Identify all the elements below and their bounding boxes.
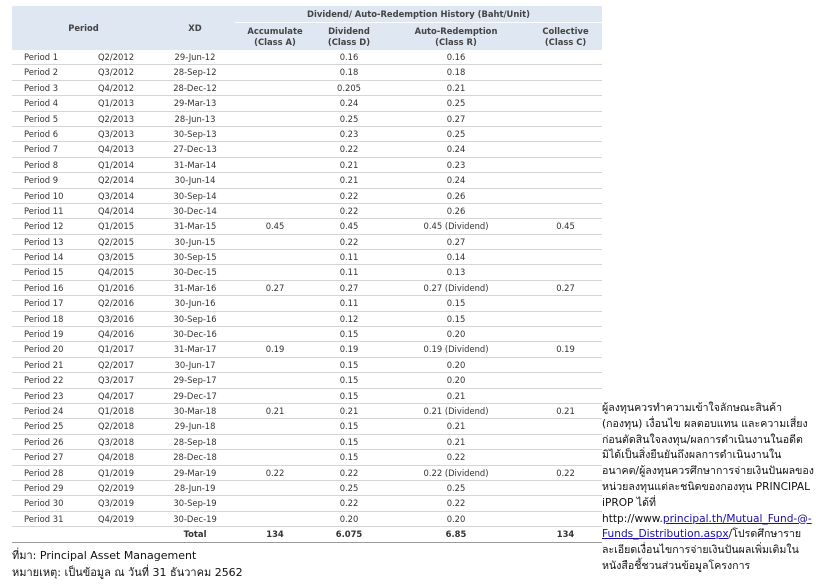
auto-redemption-cell: 0.20 bbox=[383, 373, 529, 388]
period-cell: Period 19 bbox=[12, 327, 77, 342]
collective-cell: 0.19 bbox=[529, 342, 602, 357]
auto-redemption-cell: 0.21 bbox=[383, 388, 529, 403]
dividend-cell: 0.22 bbox=[315, 188, 383, 203]
collective-cell bbox=[529, 373, 602, 388]
accumulate-cell bbox=[235, 357, 315, 372]
quarter-cell: Q3/2019 bbox=[77, 496, 155, 511]
collective-cell bbox=[529, 80, 602, 95]
accumulate-cell bbox=[235, 496, 315, 511]
xd-cell: 28-Jun-13 bbox=[155, 111, 235, 126]
table-row bbox=[12, 50, 602, 65]
period-cell: Period 22 bbox=[12, 373, 77, 388]
quarter-cell: Q3/2014 bbox=[77, 188, 155, 203]
xd-cell: 30-Mar-18 bbox=[155, 403, 235, 418]
header-auto-redemption: Auto-Redemption (Class R) bbox=[383, 23, 529, 51]
period-cell: Period 8 bbox=[12, 157, 77, 172]
xd-cell: 28-Sep-12 bbox=[155, 65, 235, 80]
table-row bbox=[12, 373, 602, 388]
auto-redemption-cell: 0.26 bbox=[383, 188, 529, 203]
xd-cell: 28-Dec-12 bbox=[155, 80, 235, 95]
period-cell: Period 12 bbox=[12, 219, 77, 234]
table-row bbox=[12, 126, 602, 141]
auto-redemption-cell: 0.13 bbox=[383, 265, 529, 280]
period-cell: Period 4 bbox=[12, 96, 77, 111]
xd-cell: 29-Dec-17 bbox=[155, 388, 235, 403]
period-cell: Period 15 bbox=[12, 265, 77, 280]
xd-cell: 29-Sep-17 bbox=[155, 373, 235, 388]
xd-cell: 30-Sep-13 bbox=[155, 126, 235, 141]
dividend-cell: 0.16 bbox=[315, 50, 383, 65]
xd-cell: 28-Sep-18 bbox=[155, 434, 235, 449]
xd-cell: 30-Sep-16 bbox=[155, 311, 235, 326]
dividend-cell: 0.45 bbox=[315, 219, 383, 234]
accumulate-cell bbox=[235, 111, 315, 126]
table-row bbox=[12, 280, 602, 295]
period-cell: Period 17 bbox=[12, 296, 77, 311]
auto-redemption-cell: 0.15 bbox=[383, 296, 529, 311]
period-cell: Period 9 bbox=[12, 173, 77, 188]
table-row bbox=[12, 234, 602, 249]
xd-cell: 30-Dec-19 bbox=[155, 511, 235, 526]
quarter-cell: Q4/2018 bbox=[77, 450, 155, 465]
period-cell: Period 24 bbox=[12, 403, 77, 418]
dividend-cell: 0.24 bbox=[315, 96, 383, 111]
period-cell: Period 13 bbox=[12, 234, 77, 249]
quarter-cell: Q2/2014 bbox=[77, 173, 155, 188]
accumulate-cell bbox=[235, 265, 315, 280]
auto-redemption-cell: 0.21 (Dividend) bbox=[383, 403, 529, 418]
auto-redemption-cell: 0.22 (Dividend) bbox=[383, 465, 529, 480]
collective-cell bbox=[529, 157, 602, 172]
accumulate-cell bbox=[235, 234, 315, 249]
auto-redemption-cell: 0.27 (Dividend) bbox=[383, 280, 529, 295]
dividend-cell: 0.15 bbox=[315, 327, 383, 342]
table-row bbox=[12, 188, 602, 203]
dividend-cell: 0.25 bbox=[315, 480, 383, 495]
xd-cell: 29-Jun-12 bbox=[155, 50, 235, 65]
table-row bbox=[12, 96, 602, 111]
total-dividend: 6.075 bbox=[315, 527, 383, 543]
table-body bbox=[12, 50, 602, 527]
xd-cell: 29-Mar-19 bbox=[155, 465, 235, 480]
accumulate-cell: 0.19 bbox=[235, 342, 315, 357]
quarter-cell: Q3/2015 bbox=[77, 250, 155, 265]
dividend-cell: 0.22 bbox=[315, 234, 383, 249]
collective-cell bbox=[529, 111, 602, 126]
collective-cell bbox=[529, 265, 602, 280]
accumulate-cell bbox=[235, 373, 315, 388]
dividend-cell: 0.18 bbox=[315, 65, 383, 80]
auto-redemption-cell: 0.21 bbox=[383, 419, 529, 434]
collective-cell: 0.21 bbox=[529, 403, 602, 418]
auto-redemption-cell: 0.16 bbox=[383, 50, 529, 65]
xd-cell: 30-Dec-14 bbox=[155, 203, 235, 218]
auto-redemption-cell: 0.24 bbox=[383, 142, 529, 157]
collective-cell bbox=[529, 250, 602, 265]
xd-cell: 31-Mar-15 bbox=[155, 219, 235, 234]
xd-cell: 30-Sep-15 bbox=[155, 250, 235, 265]
collective-cell bbox=[529, 96, 602, 111]
period-cell: Period 11 bbox=[12, 203, 77, 218]
collective-cell bbox=[529, 434, 602, 449]
accumulate-cell bbox=[235, 65, 315, 80]
auto-redemption-cell: 0.22 bbox=[383, 496, 529, 511]
auto-redemption-cell: 0.21 bbox=[383, 80, 529, 95]
auto-redemption-cell: 0.15 bbox=[383, 311, 529, 326]
period-cell: Period 7 bbox=[12, 142, 77, 157]
table-row bbox=[12, 327, 602, 342]
dividend-cell: 0.22 bbox=[315, 203, 383, 218]
period-cell: Period 21 bbox=[12, 357, 77, 372]
table-row bbox=[12, 403, 602, 418]
quarter-cell: Q4/2014 bbox=[77, 203, 155, 218]
quarter-cell: Q2/2017 bbox=[77, 357, 155, 372]
period-cell: Period 30 bbox=[12, 496, 77, 511]
table-row bbox=[12, 496, 602, 511]
accumulate-cell bbox=[235, 450, 315, 465]
total-row bbox=[12, 527, 602, 543]
table-row bbox=[12, 434, 602, 449]
table-row bbox=[12, 419, 602, 434]
period-cell: Period 25 bbox=[12, 419, 77, 434]
auto-redemption-cell: 0.27 bbox=[383, 234, 529, 249]
collective-cell bbox=[529, 173, 602, 188]
auto-redemption-cell: 0.25 bbox=[383, 480, 529, 495]
table-row bbox=[12, 311, 602, 326]
quarter-cell: Q2/2019 bbox=[77, 480, 155, 495]
auto-redemption-cell: 0.19 (Dividend) bbox=[383, 342, 529, 357]
dividend-cell: 0.11 bbox=[315, 265, 383, 280]
auto-redemption-cell: 0.18 bbox=[383, 65, 529, 80]
quarter-cell: Q4/2015 bbox=[77, 265, 155, 280]
auto-redemption-cell: 0.20 bbox=[383, 327, 529, 342]
dividend-cell: 0.15 bbox=[315, 419, 383, 434]
collective-cell bbox=[529, 450, 602, 465]
dividend-cell: 0.21 bbox=[315, 403, 383, 418]
accumulate-cell bbox=[235, 80, 315, 95]
auto-redemption-cell: 0.26 bbox=[383, 203, 529, 218]
header-accumulate: Accumulate (Class A) bbox=[235, 23, 315, 51]
collective-cell bbox=[529, 65, 602, 80]
dividend-cell: 0.22 bbox=[315, 465, 383, 480]
accumulate-cell: 0.21 bbox=[235, 403, 315, 418]
xd-cell: 27-Dec-13 bbox=[155, 142, 235, 157]
dividend-cell: 0.205 bbox=[315, 80, 383, 95]
collective-cell bbox=[529, 327, 602, 342]
total-accumulate: 134 bbox=[235, 527, 315, 543]
dividend-cell: 0.22 bbox=[315, 496, 383, 511]
auto-redemption-cell: 0.45 (Dividend) bbox=[383, 219, 529, 234]
xd-cell: 30-Dec-16 bbox=[155, 327, 235, 342]
quarter-cell: Q4/2017 bbox=[77, 388, 155, 403]
period-cell: Period 26 bbox=[12, 434, 77, 449]
dividend-cell: 0.20 bbox=[315, 511, 383, 526]
table-row bbox=[12, 80, 602, 95]
collective-cell bbox=[529, 388, 602, 403]
dividend-cell: 0.15 bbox=[315, 450, 383, 465]
accumulate-cell: 0.45 bbox=[235, 219, 315, 234]
period-cell: Period 31 bbox=[12, 511, 77, 526]
quarter-cell: Q3/2018 bbox=[77, 434, 155, 449]
quarter-cell: Q3/2017 bbox=[77, 373, 155, 388]
period-cell: Period 5 bbox=[12, 111, 77, 126]
auto-redemption-cell: 0.21 bbox=[383, 434, 529, 449]
quarter-cell: Q2/2013 bbox=[77, 111, 155, 126]
dividend-cell: 0.25 bbox=[315, 111, 383, 126]
period-cell: Period 23 bbox=[12, 388, 77, 403]
table-row bbox=[12, 65, 602, 80]
accumulate-cell bbox=[235, 296, 315, 311]
auto-redemption-cell: 0.20 bbox=[383, 511, 529, 526]
collective-cell bbox=[529, 480, 602, 495]
disclaimer-note: ผู้ลงทุนควรทำความเข้าใจลักษณะสินค้า (กองทุน) เงื่อนไข ผลตอบแทน และความเสี่ยงก่อนตัดสินใจลงทุน/ผลการดำเนินงานในอดีต มิได้เป็นสิ่งยืนยันถึงผลการดำเนินงานในอนาคต/ผู้ลงทุนควรศึกษาการจ่ายเงินปันผลของหน่วยลงทุนแต่ละชนิดของกองทุน PRINCIPAL iPROP ได้ที่ http://www.principal.th/Mutual_Fund-@-Funds_Distribution.aspx/โปรดศึกษารายละเอียดเงื่อนไขการจ่ายเงินปันผลเพิ่มเติมในหนังสือชี้ชวนส่วนข้อมูลโครงการ bbox=[602, 402, 814, 572]
total-auto-redemption: 6.85 bbox=[383, 527, 529, 543]
accumulate-cell bbox=[235, 126, 315, 141]
table-row bbox=[12, 173, 602, 188]
table-row bbox=[12, 511, 602, 526]
auto-redemption-cell: 0.14 bbox=[383, 250, 529, 265]
quarter-cell: Q3/2012 bbox=[77, 65, 155, 80]
xd-cell: 28-Jun-19 bbox=[155, 480, 235, 495]
table-row bbox=[12, 342, 602, 357]
xd-cell: 31-Mar-17 bbox=[155, 342, 235, 357]
collective-cell bbox=[529, 419, 602, 434]
dividend-cell: 0.15 bbox=[315, 388, 383, 403]
dividend-cell: 0.15 bbox=[315, 357, 383, 372]
total-label: Total bbox=[155, 527, 235, 543]
xd-cell: 29-Jun-18 bbox=[155, 419, 235, 434]
accumulate-cell bbox=[235, 203, 315, 218]
quarter-cell: Q2/2018 bbox=[77, 419, 155, 434]
accumulate-cell bbox=[235, 50, 315, 65]
collective-cell bbox=[529, 311, 602, 326]
dividend-cell: 0.11 bbox=[315, 250, 383, 265]
distribution-link[interactable]: principal.th/Mutual_Fund-@-Funds_Distribution.aspx bbox=[602, 512, 812, 541]
xd-cell: 29-Mar-13 bbox=[155, 96, 235, 111]
quarter-cell: Q4/2016 bbox=[77, 327, 155, 342]
period-cell: Period 2 bbox=[12, 65, 77, 80]
auto-redemption-cell: 0.22 bbox=[383, 450, 529, 465]
dividend-cell: 0.11 bbox=[315, 296, 383, 311]
remark-note: หมายเหตุ: เป็นข้อมูล ณ วันที่ 31 ธันวาคม 2562 bbox=[12, 566, 243, 579]
collective-cell bbox=[529, 126, 602, 141]
collective-cell bbox=[529, 234, 602, 249]
xd-cell: 30-Jun-17 bbox=[155, 357, 235, 372]
period-cell: Period 6 bbox=[12, 126, 77, 141]
accumulate-cell bbox=[235, 142, 315, 157]
accumulate-cell bbox=[235, 157, 315, 172]
source-note: ที่มา: Principal Asset Management bbox=[12, 549, 197, 562]
quarter-cell: Q4/2013 bbox=[77, 142, 155, 157]
quarter-cell: Q1/2015 bbox=[77, 219, 155, 234]
table-row bbox=[12, 142, 602, 157]
quarter-cell: Q2/2016 bbox=[77, 296, 155, 311]
table-row bbox=[12, 357, 602, 372]
quarter-cell: Q1/2016 bbox=[77, 280, 155, 295]
xd-cell: 31-Mar-14 bbox=[155, 157, 235, 172]
period-cell: Period 18 bbox=[12, 311, 77, 326]
xd-cell: 30-Sep-14 bbox=[155, 188, 235, 203]
table-row bbox=[12, 480, 602, 495]
accumulate-cell: 0.22 bbox=[235, 465, 315, 480]
collective-cell: 0.22 bbox=[529, 465, 602, 480]
accumulate-cell bbox=[235, 188, 315, 203]
dividend-cell: 0.15 bbox=[315, 373, 383, 388]
period-cell: Period 27 bbox=[12, 450, 77, 465]
quarter-cell: Q1/2019 bbox=[77, 465, 155, 480]
xd-cell: 31-Mar-16 bbox=[155, 280, 235, 295]
quarter-cell: Q3/2016 bbox=[77, 311, 155, 326]
collective-cell bbox=[529, 50, 602, 65]
period-cell: Period 3 bbox=[12, 80, 77, 95]
collective-cell bbox=[529, 142, 602, 157]
table-row bbox=[12, 157, 602, 172]
period-cell: Period 10 bbox=[12, 188, 77, 203]
header-xd: XD bbox=[155, 6, 235, 50]
period-cell: Period 14 bbox=[12, 250, 77, 265]
collective-cell bbox=[529, 357, 602, 372]
dividend-history-table bbox=[12, 6, 602, 543]
auto-redemption-cell: 0.25 bbox=[383, 126, 529, 141]
accumulate-cell bbox=[235, 96, 315, 111]
period-cell: Period 16 bbox=[12, 280, 77, 295]
auto-redemption-cell: 0.20 bbox=[383, 357, 529, 372]
total-collective: 134 bbox=[529, 527, 602, 543]
table-row bbox=[12, 388, 602, 403]
dividend-cell: 0.19 bbox=[315, 342, 383, 357]
quarter-cell: Q4/2019 bbox=[77, 511, 155, 526]
auto-redemption-cell: 0.27 bbox=[383, 111, 529, 126]
period-cell: Period 1 bbox=[12, 50, 77, 65]
quarter-cell: Q3/2013 bbox=[77, 126, 155, 141]
header-collective: Collective (Class C) bbox=[529, 23, 602, 51]
header-period: Period bbox=[12, 6, 155, 50]
auto-redemption-cell: 0.25 bbox=[383, 96, 529, 111]
auto-redemption-cell: 0.24 bbox=[383, 173, 529, 188]
dividend-cell: 0.21 bbox=[315, 173, 383, 188]
table-row bbox=[12, 265, 602, 280]
accumulate-cell bbox=[235, 480, 315, 495]
accumulate-cell bbox=[235, 419, 315, 434]
accumulate-cell bbox=[235, 173, 315, 188]
table-row bbox=[12, 450, 602, 465]
period-cell: Period 20 bbox=[12, 342, 77, 357]
table-row bbox=[12, 465, 602, 480]
accumulate-cell bbox=[235, 250, 315, 265]
accumulate-cell bbox=[235, 511, 315, 526]
auto-redemption-cell: 0.23 bbox=[383, 157, 529, 172]
collective-cell bbox=[529, 203, 602, 218]
collective-cell bbox=[529, 511, 602, 526]
dividend-cell: 0.15 bbox=[315, 434, 383, 449]
table-row bbox=[12, 296, 602, 311]
xd-cell: 30-Sep-19 bbox=[155, 496, 235, 511]
xd-cell: 28-Dec-18 bbox=[155, 450, 235, 465]
table-row bbox=[12, 203, 602, 218]
accumulate-cell bbox=[235, 388, 315, 403]
dividend-cell: 0.21 bbox=[315, 157, 383, 172]
xd-cell: 30-Dec-15 bbox=[155, 265, 235, 280]
accumulate-cell bbox=[235, 311, 315, 326]
quarter-cell: Q2/2015 bbox=[77, 234, 155, 249]
table-row bbox=[12, 250, 602, 265]
collective-cell: 0.27 bbox=[529, 280, 602, 295]
accumulate-cell bbox=[235, 434, 315, 449]
collective-cell bbox=[529, 188, 602, 203]
header-group: Dividend/ Auto-Redemption History (Baht/Unit) bbox=[235, 6, 602, 23]
quarter-cell: Q1/2017 bbox=[77, 342, 155, 357]
collective-cell: 0.45 bbox=[529, 219, 602, 234]
collective-cell bbox=[529, 296, 602, 311]
quarter-cell: Q1/2014 bbox=[77, 157, 155, 172]
quarter-cell: Q4/2012 bbox=[77, 80, 155, 95]
dividend-cell: 0.12 bbox=[315, 311, 383, 326]
quarter-cell: Q1/2013 bbox=[77, 96, 155, 111]
dividend-cell: 0.23 bbox=[315, 126, 383, 141]
period-cell: Period 28 bbox=[12, 465, 77, 480]
dividend-cell: 0.22 bbox=[315, 142, 383, 157]
header-dividend: Dividend (Class D) bbox=[315, 23, 383, 51]
collective-cell bbox=[529, 496, 602, 511]
table-row bbox=[12, 111, 602, 126]
xd-cell: 30-Jun-15 bbox=[155, 234, 235, 249]
xd-cell: 30-Jun-14 bbox=[155, 173, 235, 188]
period-cell: Period 29 bbox=[12, 480, 77, 495]
table-row bbox=[12, 219, 602, 234]
accumulate-cell: 0.27 bbox=[235, 280, 315, 295]
dividend-cell: 0.27 bbox=[315, 280, 383, 295]
accumulate-cell bbox=[235, 327, 315, 342]
quarter-cell: Q2/2012 bbox=[77, 50, 155, 65]
quarter-cell: Q1/2018 bbox=[77, 403, 155, 418]
xd-cell: 30-Jun-16 bbox=[155, 296, 235, 311]
